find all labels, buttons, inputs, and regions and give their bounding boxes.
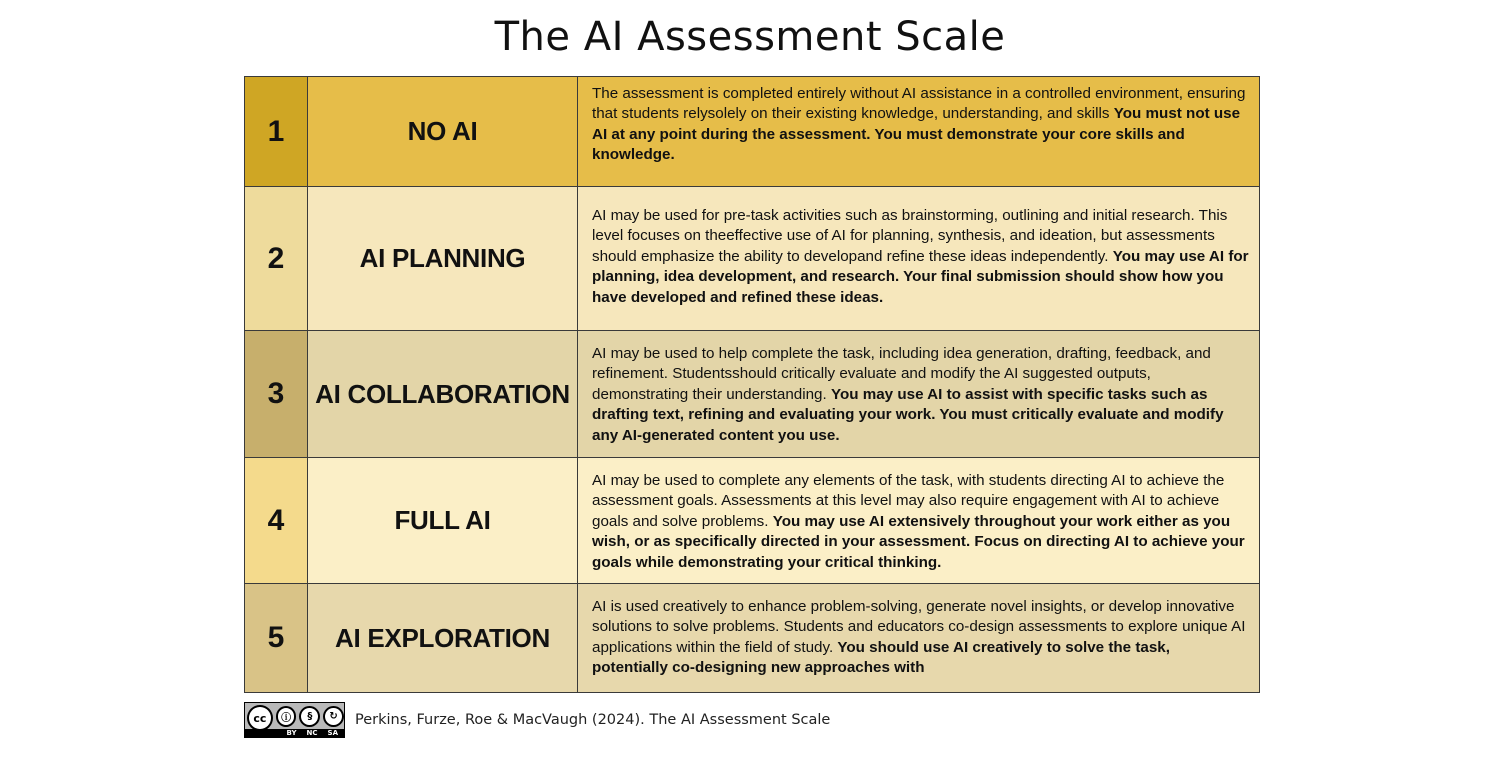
level-number: 3 <box>245 331 308 458</box>
noncommercial-icon: § <box>299 706 320 727</box>
scale-row <box>245 187 1260 331</box>
level-emphasis: You may use AI extensively throughout your work either as you wish, or as specifically directed in your assessment. Focus on directing AI to achieve your goals while demonstrating your critical thinking. <box>592 512 1245 571</box>
creative-commons-icon: cc <box>247 705 273 731</box>
citation-text: Perkins, Furze, Roe & MacVaugh (2024). The AI Assessment Scale <box>355 712 831 728</box>
license-code-nc: NC <box>306 729 318 737</box>
level-description: AI is used creatively to enhance problem-solving, generate novel insights, or develop innovative solutions to solve problems. Students and educators co-design assessments to explore unique AI applications within the field of study. <box>592 597 1246 656</box>
level-description: AI may be used to complete any elements of the task, with students directing AI to achieve the assessment goals. Assessments at this level may also require engagement with AI to achieve goals and solve problems. <box>592 471 1225 530</box>
assessment-scale-table <box>244 76 1260 693</box>
level-description-cell <box>578 77 1260 187</box>
level-name: AI PLANNING <box>308 187 578 331</box>
level-number: 4 <box>245 458 308 584</box>
footer <box>244 702 830 738</box>
level-description-cell <box>578 331 1260 458</box>
level-name: FULL AI <box>308 458 578 584</box>
level-description-cell <box>578 187 1260 331</box>
level-emphasis: You should use AI creatively to solve the task, potentially co-designing new approaches with <box>592 638 1170 676</box>
level-number: 2 <box>245 187 308 331</box>
level-emphasis: You must not use AI at any point during the assessment. You must demonstrate your core skills and knowledge. <box>592 105 1241 163</box>
level-emphasis: You may use AI to assist with specific tasks such as drafting text, refining and evaluating your work. You must critically evaluate and modify any AI-generated content you use. <box>592 385 1224 444</box>
license-code-sa: SA <box>327 729 338 737</box>
level-number: 1 <box>245 77 308 187</box>
cc-license-badge[interactable] <box>244 702 345 738</box>
level-name: AI EXPLORATION <box>308 584 578 693</box>
level-description-cell <box>578 458 1260 584</box>
level-description-cell <box>578 584 1260 693</box>
level-description: The assessment is completed entirely without AI assistance in a controlled environment, ensuring that students relysolely on their existing knowledge, understanding, and skills <box>592 84 1246 122</box>
level-name: NO AI <box>308 77 578 187</box>
level-emphasis: You may use AI for planning, idea development, and research. Your final submission should show how you have developed and refined these ideas. <box>592 247 1249 306</box>
scale-row <box>245 77 1260 187</box>
level-description: AI may be used to help complete the task, including idea generation, drafting, feedback, and refinement. Studentsshould critically evaluate and modify the AI suggested outputs, demonstrating their understanding. <box>592 344 1211 403</box>
sharealike-icon: ↻ <box>323 706 344 727</box>
page-title: The AI Assessment Scale <box>494 14 1006 60</box>
level-number: 5 <box>245 584 308 693</box>
scale-row <box>245 458 1260 584</box>
license-code-by: BY <box>286 729 297 737</box>
attribution-icon: ⓘ <box>276 706 297 727</box>
scale-row <box>245 331 1260 458</box>
scale-row <box>245 584 1260 693</box>
level-name: AI COLLABORATION <box>308 331 578 458</box>
level-description: AI may be used for pre-task activities such as brainstorming, outlining and initial research. This level focuses on theeffective use of AI for planning, synthesis, and ideation, but assessments should emphasize the ability to developand refine these ideas independently. <box>592 206 1228 265</box>
